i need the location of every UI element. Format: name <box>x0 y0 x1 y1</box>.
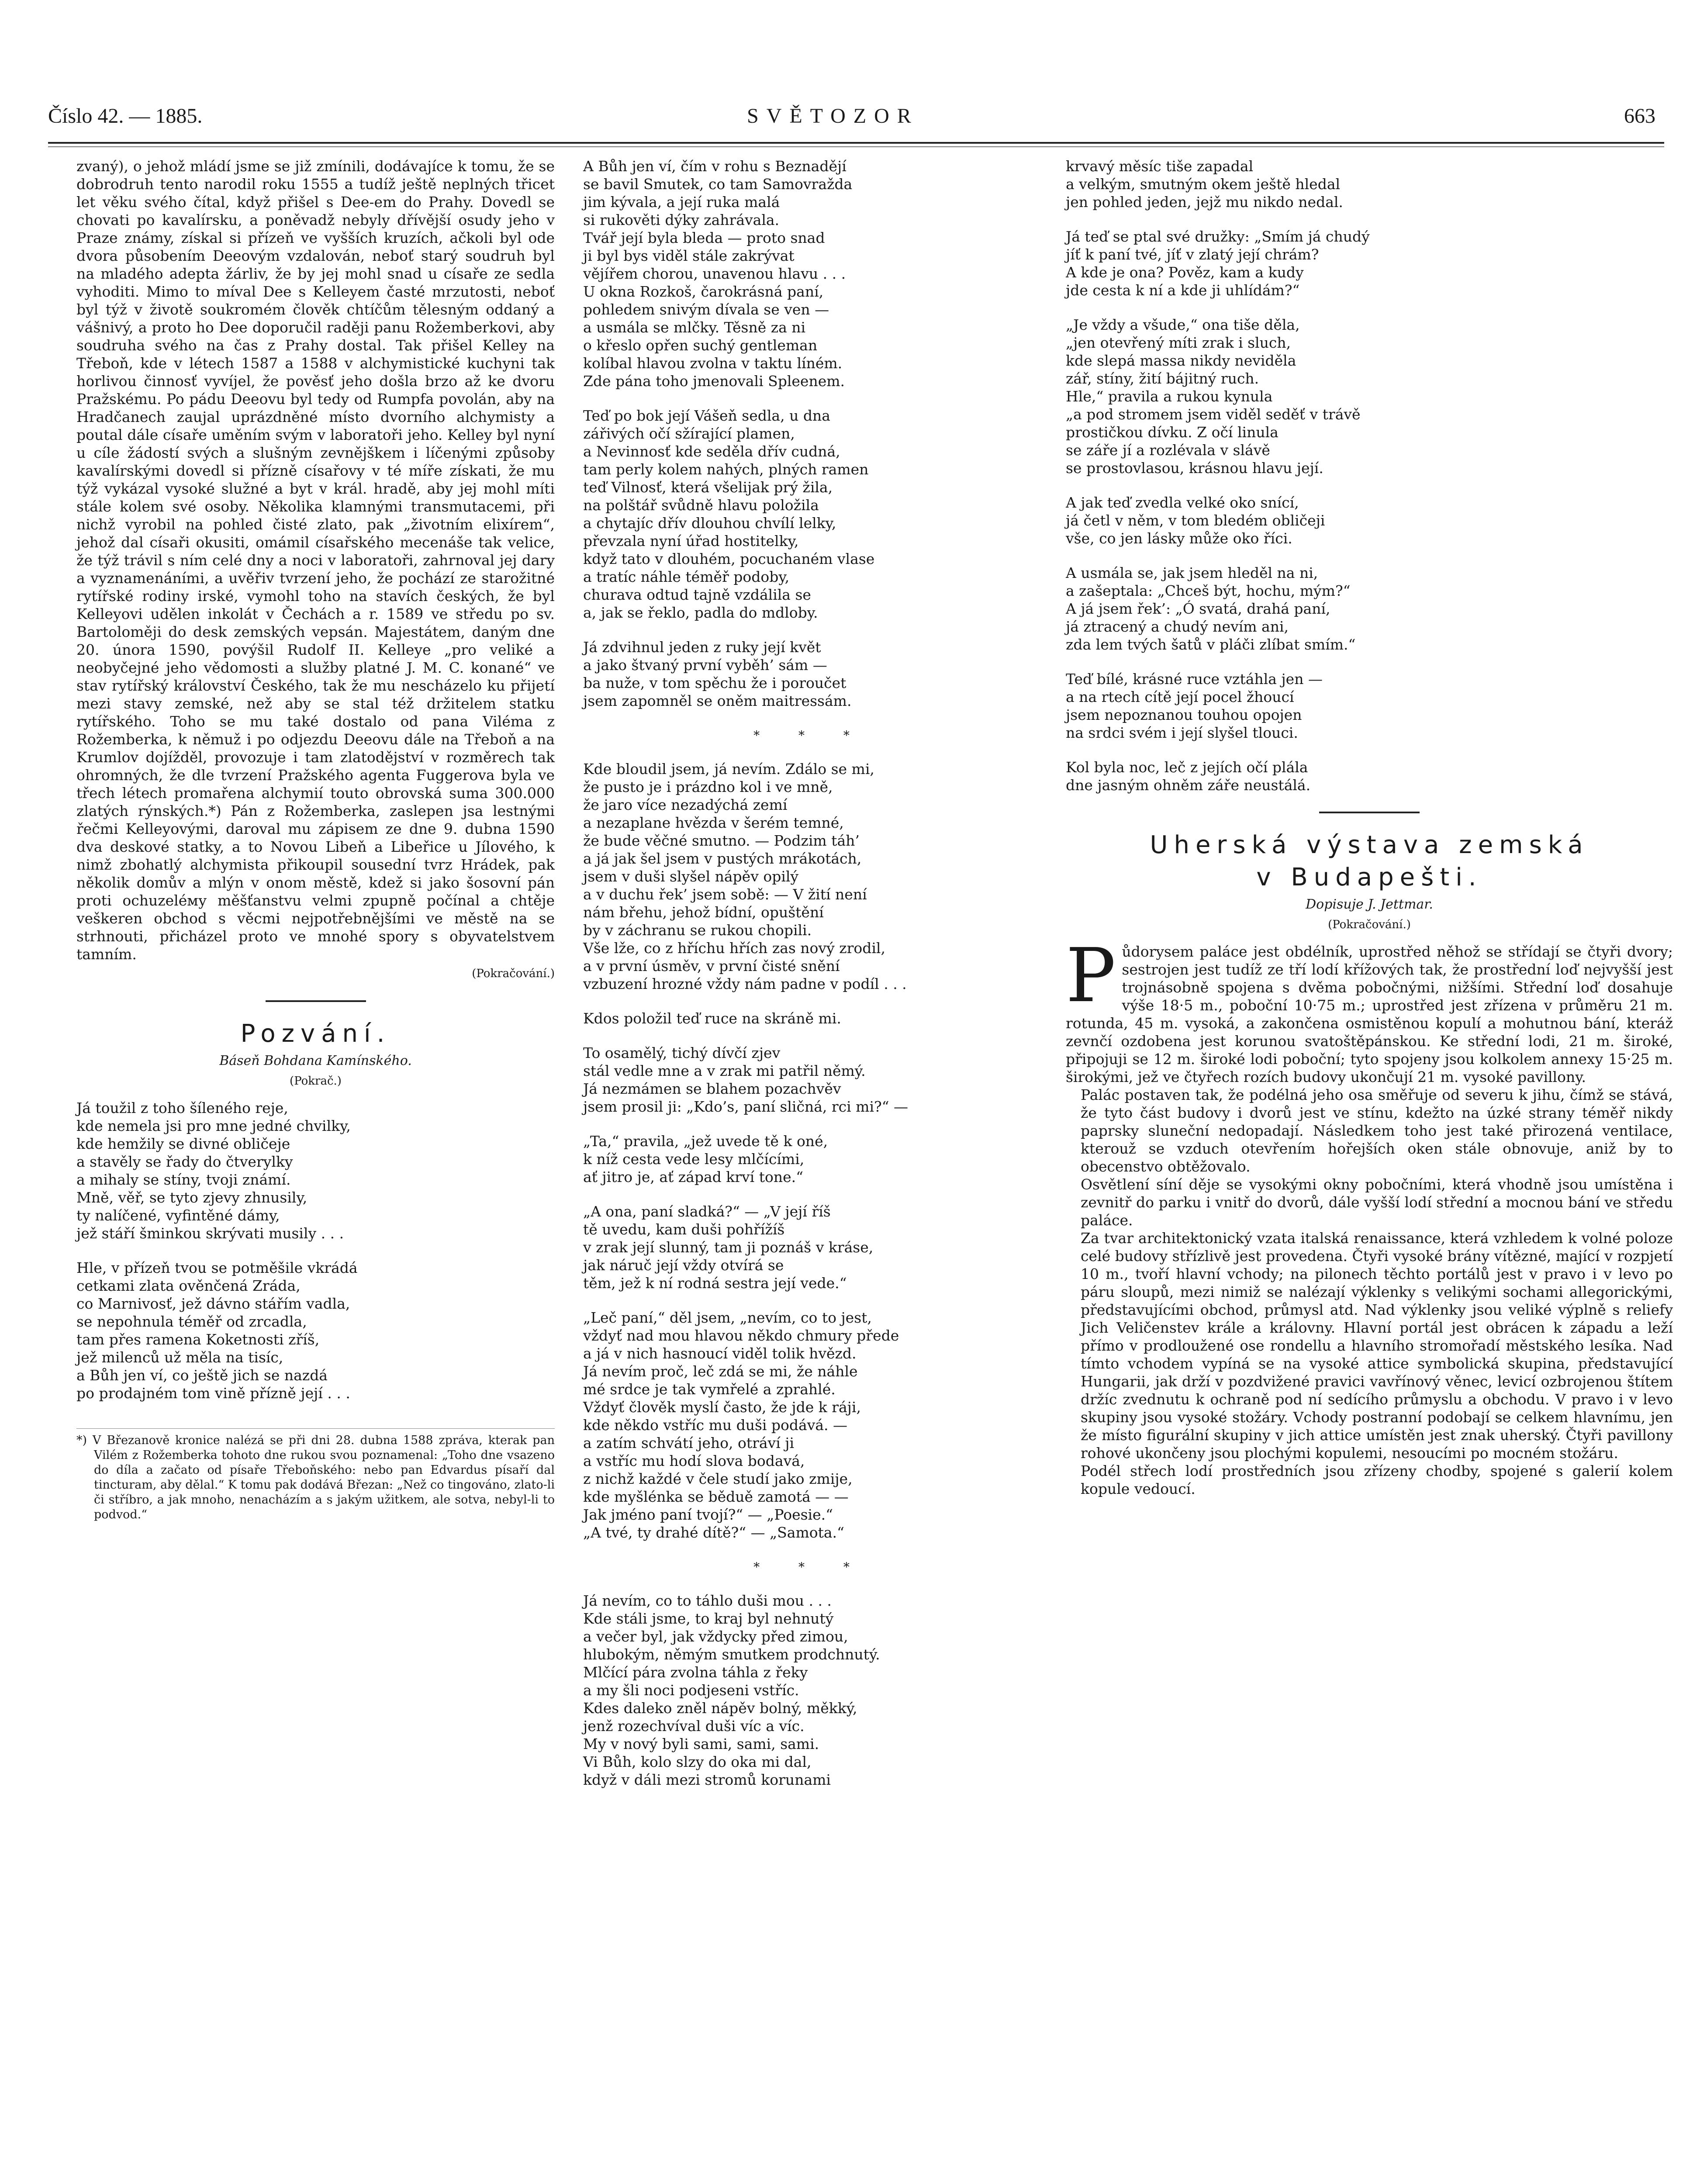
verse-line: ať jitro je, ať západ krví tone.“ <box>583 1168 803 1185</box>
verse-line: stál vedle mne a v zrak mi patřil němý. <box>583 1062 866 1079</box>
stanza <box>1066 316 1673 477</box>
verse-line: Mlčící pára zvolna táhla z řeky <box>583 1664 808 1681</box>
verse-line: dne jasným ohněm záře neustálá. <box>1066 777 1311 794</box>
verse-line: zář, stíny, žití bájitný ruch. <box>1066 370 1259 387</box>
stanza <box>583 1132 1037 1186</box>
verse-line: Já zdvihnul jeden z ruky její květ <box>583 639 821 656</box>
verse-line: o křeslo opřen suchý gentleman <box>583 337 818 354</box>
footnote-text: *) V Březanově kronice nalézá se při dni 28. dubna 1588 zpráva, kterak pan Vilém z Rožemberka tohoto dne rukou svou poznamenal: „Toho dne vsazeno do díla a začato od písaře Třeboňského: nebo pan Edvardus písaří dal tincturam, aby dělal.“ K tomu pak dodává Březan: „Než co tingováno, zlato-li či stříbro, a jak mnoho, nenacházím a s jakým užitkem, ale sotva, nebyl-li to podvod.“ <box>76 1434 555 1521</box>
verse-line: si rukověti dýky zahrávala. <box>583 211 780 228</box>
column-right <box>1066 157 1673 1498</box>
verse-line: jen pohled jeden, jejž mu nikdo nedal. <box>1066 194 1343 211</box>
verse-line: A já jsem řek’: „Ó svatá, drahá paní, <box>1066 600 1330 617</box>
verse-line: cetkami zlata ověnčená Zráda, <box>76 1277 301 1294</box>
section-divider <box>1319 812 1420 813</box>
verse-line: „Leč paní,“ děl jsem, „nevím, co to jest, <box>583 1309 872 1326</box>
section-divider <box>266 1000 366 1002</box>
verse-line: mé srdce je tak vymřelé a zprahlé. <box>583 1381 836 1398</box>
verse-line: krvavý měsíc tiše zapadal <box>1066 158 1254 175</box>
verse-line: A usmála se, jak jsem hleděl na ni, <box>1066 564 1318 581</box>
verse-line: jde cesta k ní a kde ji uhlídám?“ <box>1066 282 1300 299</box>
article-byline: Dopisuje J. Jettmar. <box>1306 897 1433 912</box>
verse-line: „Ta,“ pravila, „jež uvede tě k oné, <box>583 1133 828 1150</box>
verse-line: jak náruč její vždy otvírá se <box>583 1257 784 1274</box>
verse-line: My v nový byli sami, sami, sami. <box>583 1735 819 1752</box>
kelley-article-text: zvaný), o jehož mládí jsme se již zmínili, dodávajíce k tomu, že se dobrodruh tento narodil roku 1555 a tudíž ještě neplných třicet let věku svého čítal, když přišel s Dee-em do Prahy. Dovedl se chovati po kavalírsku, a poněvadž nebyly dřívější osudy jeho v Praze známy, získal si přízeň ve vyšších kruzích, ačkoli byl ode dvora působením Deeovým vzdalován, neboť starý soudruh byl na mladého adepta žárliv, že by jej mohl snad u císaře ze sedla vyhoditi. Mimo to míval Dee s Kelleyem časté mrzutosti, neboť byl týž v životě soukromém člověk chtíčům tělesným oddaný a vášnivý, a proto ho Dee doporučil raději panu Rožemberkovi, aby soudruha svého na čas z Prahy dostal. Tak přišel Kelley na Třeboň, kde v létech 1587 a 1588 v alchymistické kuchyni tak horlivou činnosť vyvíjel, že pověsť jeho došla brzo až ke dvoru Pražskému. Po pádu Deeovu byl tedy od Rumpfa povolán, aby na Hradčanech zaujal uprázdněné místo dvorního alchymisty a poutal dále císaře uměním svým v laboratoři jeho. Kelley byl nyní u cíle žádostí svých a slušným zevnějškem i líčenými způsoby kavalírskými dovedl si přízně císařovy v té míře získati, že mu týž vykázal vysoké služné a byt v král. hradě, aby jej mohl míti stále kolem své osoby. Několika klamnými transmutacemi, při nichž vyrobil na pohled čisté zlato, pak „životním elixírem“, jehož dal císaři okusiti, omámil císařského mecenáše tak velice, že týž trávil s ním celé dny a noci v laboratoři, zahrnoval jej dary a vyznamenáními, a uvěřiv tvrzení jeho, že pochází ze starožitné rytířské rodiny irské, vymohl toho na stavích českých, že byl Kelleyovi udělen inkolát v Čechách a r. 1589 ve středu po sv. Bartoloměji do desk zemských vepsán. Majestátem, daným dne 20. února 1590, povýšil Rudolf II. Kelleye „pro veliké a neobyčejné jeho vědomosti a služby platné J. M. C. konané“ ve stav rytířský království Českého, tak že mu nescházelo ku přijetí mezi stavy zemské, než aby se stal též držitelem statku rytířského. Toho se mu také dostalo od pana Viléma z Rožemberka, k němuž i po odjezdu Deeovu dále na Třeboň a na Krumlov dojížděl, provozuje i tam zlatodějství v rozměrech tak ohromných, že dle tvrzení Pražského agenta Fuggerova byla ve třech létech promařena alchymií touto obrovská suma 300.000 zlatých rýnských.*) Pán z Rožemberka, zaslepen jsa lestnými řečmi Kelleyovými, daroval mu zápisem ze dne 9. dubna 1590 dva deskové statky, a to Novou Libeň a Libeřice u Jílového, k nimž zbohatlý alchymista přikoupil sousední tvrz Hrádek, pak několik domův a mlýn v onom městě, kdež si jako šosovní pán proti ochuzeléму měšťanstvu velmi zpupně počínal a chtěje veškeren obchod s věcmi nejpotřebnějšími ve městě na se strhnouti, přicházel proto ve mnohé spory s obyvatelstvem tamním. <box>76 158 555 963</box>
verse-line: se bavil Smutek, co tam Samovražda <box>583 176 853 193</box>
header-rule <box>48 142 1664 147</box>
verse-line: jsem prosil ji: „Kdo’s, paní sličná, rci mi?“ — <box>583 1098 909 1115</box>
verse-line: v zrak její slunný, tam ji poznáš v kráse, <box>583 1239 874 1256</box>
stanza <box>583 1203 1037 1292</box>
stanza <box>583 1044 1037 1116</box>
verse-line: kde někdo vstříc mu duši podává. — <box>583 1417 848 1434</box>
verse-line: těm, jež k ní rodná sestra její vede.“ <box>583 1275 847 1292</box>
verse-line: Já nezmámen se blahem pozachvěv <box>583 1080 841 1097</box>
verse-line: já četl v něm, v tom bledém obličeji <box>1066 512 1325 529</box>
verse-line: zářivých očí sžírající plamen, <box>583 425 795 442</box>
verse-line: a jako štvaný první vyběh’ sám — <box>583 657 827 674</box>
verse-line: když tato v dlouhém, pocuchaném vlase <box>583 550 875 567</box>
verse-line: a já v nich hasnoucí viděl tolik hvězd. <box>583 1345 857 1362</box>
verse-line: co Marnivosť, jež dávno stářím vadla, <box>76 1295 350 1312</box>
poem-continued: (Pokrač.) <box>290 1075 342 1088</box>
verse-line: „a pod stromem jsem viděl seděť v trávě <box>1066 406 1361 423</box>
verse-line: kde nemela jsi pro mne jedné chvilky, <box>76 1117 351 1134</box>
verse-line: jenž rozechvíval duši víc a víc. <box>583 1717 805 1735</box>
verse-line: a v první úsměv, v první čisté snění <box>583 957 840 975</box>
article-subtitle: v Budapešti. <box>1256 863 1482 892</box>
article-paragraph: Půdorysem paláce jest obdélník, uprostřed něhož se střídají se čtyři dvory; sestrojen jest tudíž ze tří lodí křížových tak, že prostřední loď nejvyšší jest trojnásobně spojena s dvěma pobočnými, nižšími. Střední loď dosahuje výše 18·5 m., poboční 10·75 m.; uprostřed jest zřízena v průměru 21 m. rotunda, 45 m. vysoká, a zakončena osmistěnou kopulí a mohutnou bání, kteráž zevnčí ozdobena jest korunou svatoštěpánskou. Ke střední lodi, 21 m. široké, připojuji se 12 m. široké lodi poboční; tyto spojeny jsou kolkolem annexy 15·25 m. širokými, jež ve čtyřech rozích budovy ukončují 21 m. vysoké pavillony. <box>1066 933 1673 1085</box>
stanza <box>1066 758 1673 794</box>
verse-line: „A ona, paní sladká?“ — „V její říš <box>583 1203 831 1220</box>
verse-line: kolíbal hlavou zvolna v taktu líném. <box>583 355 843 372</box>
verse-line: „Je vždy a všude,“ ona tiše děla, <box>1066 316 1300 333</box>
stanza <box>76 1099 555 1242</box>
verse-line: že bude věčné smutno. — Podzim táh’ <box>583 832 860 849</box>
verse-line: a tratíc náhle téměř podoby, <box>583 568 790 585</box>
verse-line: Já nevím, co to táhlo duši mou . . . <box>583 1592 832 1609</box>
verse-line: Hle, v přízeň tvou se potměšile vkrádá <box>76 1259 358 1276</box>
journal-title: SVĚTOZOR <box>747 104 919 128</box>
verse-line: a chytajíc dřív dlouhou chvílí lelky, <box>583 515 836 532</box>
verse-line: Kdos položil teď ruce na skráně mi. <box>583 1010 841 1027</box>
verse-line: že jaro více nezadýchá zemí <box>583 796 788 813</box>
verse-line: ji byl bys viděl stále zakrývat <box>583 247 795 264</box>
verse-line: A Bůh jen ví, čím v rohu s Beznadějí <box>583 158 847 175</box>
verse-line: zda lem tvých šatů v pláči zlíbat smím.“ <box>1066 636 1356 653</box>
verse-line: „jen otevřený míti zrak i sluch, <box>1066 334 1291 351</box>
verse-line: jsem zapomněl se oněm maitressám. <box>583 692 852 709</box>
asterism: * * * <box>753 1560 867 1574</box>
verse-line: jsem nepoznanou touhou opojen <box>1066 706 1302 723</box>
issue-number: Číslo 42. — 1885. <box>48 104 203 128</box>
stanza <box>583 157 1037 390</box>
stanza <box>583 1592 1037 1789</box>
verse-line: jež stáří šminkou skrývati musily . . . <box>76 1225 344 1242</box>
asterism: * * * <box>753 728 867 743</box>
verse-line: nám břehu, jehož bídní, opuštění <box>583 904 824 921</box>
stanza <box>583 638 1037 710</box>
verse-line: z nichž každé v čele studí jako zmije, <box>583 1470 853 1487</box>
verse-line: „A tvé, ty drahé dítě?“ — „Samota.“ <box>583 1524 844 1541</box>
stanza <box>583 407 1037 622</box>
verse-line: U okna Rozkoš, čarokrásná paní, <box>583 283 824 300</box>
article-paragraph: Osvětlení síní děje se vysokými okny pobočními, která vhodně jsou umístěna i zevnitř do parku i vnitř do dvorů, dále vyšší lodí střední a mocnou bání ve středu paláce. <box>1081 1176 1673 1229</box>
verse-line: Kol byla noc, leč z jejích očí plála <box>1066 759 1308 776</box>
verse-line: a na rtech cítě její pocel žhoucí <box>1066 688 1294 705</box>
verse-line: a mihaly se stíny, tvoji známí. <box>76 1171 291 1188</box>
verse-line: Teď po bok její Vášeň sedla, u dna <box>583 407 830 424</box>
verse-line: Já toužil z toho šíleného reje, <box>76 1099 288 1116</box>
verse-line: Mně, věř, se tyto zjevy zhnusily, <box>76 1189 308 1206</box>
verse-line: a zašeptala: „Chceš být, hochu, mým?“ <box>1066 582 1351 599</box>
verse-line: churava odtud tajně vzdálila se <box>583 586 811 603</box>
page-number: 663 <box>1624 104 1655 128</box>
verse-line: jíť k paní tvé, jíť v zlatý její chrám? <box>1066 246 1319 263</box>
verse-line: tam perly kolem nahých, plných ramen <box>583 461 869 478</box>
article-paragraph: Palác postaven tak, že podélná jeho osa směřuje od severu k jihu, čímž se stává, že tyto část budovy i dvorů jest ve stínu, kdežto na úzké strany téměř nikdy paprsky sluneční nedopadají. Následkem toho jest také přirozená ventilace, kterouž se vzduch otevřením hořejších oken stále obnovuje, aniž by to obecenstvo obtěžovalo. <box>1081 1086 1673 1175</box>
verse-line: se záře jí a rozlévala v slávě <box>1066 442 1270 459</box>
verse-line: a usmála se mlčky. Těsně za ni <box>583 319 806 336</box>
verse-line: Kde stáli jsme, to kraj byl nehnutý <box>583 1610 834 1627</box>
article-continued: (Pokračování.) <box>1328 918 1411 931</box>
verse-line: a Nevinnosť kde seděla dřív cudná, <box>583 443 840 460</box>
verse-line: a stavěly se řady do čtverylky <box>76 1153 293 1170</box>
verse-line: Jak jméno paní tvojí?“ — „Poesie.“ <box>583 1506 833 1523</box>
verse-line: k níž cesta vede lesy mlčícími, <box>583 1151 805 1168</box>
verse-line: Zde pána toho jmenovali Spleenem. <box>583 373 845 390</box>
verse-line: by v záchranu se rukou chopili. <box>583 922 812 939</box>
article-paragraph: Za tvar architektonický vzata italská renaissance, která vzhledem k volné poloze celé budovy střízlivě jest provedena. Čtyři vysoké brány vítězné, mající v rozpjetí 10 m., tvoří hlavní vchody; na pilonech těchto portálů jest v pravo i v levo po páru sloupů, mezi nimiž se nalézají výklenky s velikými sochami allegorickými, představujícími obchod, průmysl atd. Nad výklenky jsou veliké výplně s reliefy Jich Veličenstev krále a královny. Hlavní portál jest obrácen k západu a leží přímo v prodloužené ose rondellu a hlavního stromořadí městského lesíka. Nad tímto vchodem vypíná se na vysoké attice symbolická skupina, představující Hungarii, jak drží v pozdvižené pravici vavřínový věnec, levicí ozbrojenou štítem držíc zvednutu k ochraně pod ní sedícího průmyslu a obchodu. V pravo i v levo skupiny jsou vysoké stožáry. Vchody postranní podobají se celkem hlavnímu, jen že místo figurální skupiny v jich attice umístěn jest znak uherský. Čtyři pavillony rohové ukončeny jsou plochými kopulemi, nesoucími po mocném stožáru. <box>1081 1230 1673 1462</box>
verse-line: A kde je ona? Pověz, kam a kudy <box>1066 264 1304 281</box>
verse-line: Kdes daleko zněl nápěv bolný, měkký, <box>583 1700 857 1717</box>
poem-stanzas-3 <box>1066 157 1673 794</box>
verse-line: a my šli noci podjeseni vstříc. <box>583 1682 799 1699</box>
verse-line: Vi Bůh, kolo slzy do oka mi dal, <box>583 1753 812 1770</box>
verse-line: To osamělý, tichý dívčí zjev <box>583 1044 781 1061</box>
verse-line: Já teď se ptal své družky: „Smím já chudý <box>1066 228 1370 245</box>
stanza <box>1066 228 1673 299</box>
article-title: Uherská výstava zemská <box>1150 831 1589 859</box>
verse-line: a vstříc mu hodí slova bodavá, <box>583 1452 805 1469</box>
verse-line: teď Vilnosť, která všelijak prý žila, <box>583 479 833 496</box>
poem-stanzas-1 <box>76 1099 555 1402</box>
verse-line: já ztracený a chudý nevím ani, <box>1066 618 1289 635</box>
verse-line: a večer byl, jak vždycky před zimou, <box>583 1628 848 1645</box>
verse-line: na polštář svůdně hlavu položila <box>583 497 819 514</box>
verse-line: vždyť nad mou hlavou někdo chmury přede <box>583 1327 899 1344</box>
verse-line: ty nalíčené, vyfintěné dámy, <box>76 1207 280 1224</box>
verse-line: ba nuže, v tom spěchu že i poroučet <box>583 674 847 691</box>
footnote <box>76 1428 555 1522</box>
verse-line: jež milenců už měla na tisíc, <box>76 1349 283 1366</box>
poem-title: Pozvání. <box>240 1019 391 1048</box>
verse-line: a Bůh jen ví, co ještě jich se nazdá <box>76 1367 328 1384</box>
verse-line: převzala nyní úřad hostitelky, <box>583 532 799 549</box>
verse-line: a já jak šel jsem v pustých mrákotách, <box>583 850 862 867</box>
verse-line: pohledem snivým dívala se ven — <box>583 301 829 318</box>
verse-line: Vše lže, co z hříchu hřích zas nový zrodil, <box>583 940 885 957</box>
verse-line: Tvář její byla bleda — proto snad <box>583 229 825 246</box>
verse-line: na srdci svém i její slyšel tlouci. <box>1066 724 1298 741</box>
verse-line: Já nevím proč, leč zdá se mi, že náhle <box>583 1363 858 1380</box>
stanza <box>1066 564 1673 653</box>
stanza <box>583 1309 1037 1541</box>
verse-line: tam přes ramena Koketnosti zříš, <box>76 1331 320 1348</box>
stanza <box>76 1259 555 1402</box>
verse-line: prostičkou dívku. Z očí linula <box>1066 424 1279 441</box>
verse-line: a, jak se řeklo, padla do mdloby. <box>583 604 818 621</box>
verse-line: po prodajném tom vině přízně její . . . <box>76 1385 350 1402</box>
stanza <box>1066 494 1673 547</box>
stanza <box>1066 670 1673 742</box>
verse-line: kde myšlénka se běduě zamotá — — <box>583 1488 849 1505</box>
verse-line: vzbuzení hrozné vždy nám padne v podíl . . . <box>583 975 907 992</box>
verse-line: kde slepá massa nikdy neviděla <box>1066 352 1296 369</box>
poem-byline: Báseň Bohdana Kamínského. <box>219 1053 412 1068</box>
verse-line: A jak teď zvedla velké oko snící, <box>1066 494 1299 511</box>
verse-line: jsem v duši slyšel nápěv opilý <box>583 868 799 885</box>
verse-line: se nepohnula téměř od zrcadla, <box>76 1313 307 1330</box>
drop-cap: P <box>1066 933 1116 1019</box>
verse-line: a zatím schvátí jeho, otráví ji <box>583 1434 795 1451</box>
verse-line: Kde bloudil jsem, já nevím. Zdálo se mi, <box>583 760 874 778</box>
verse-line: a nezaplane hvězda v šerém temné, <box>583 814 844 831</box>
verse-line: když v dáli mezi stromů korunami <box>583 1771 831 1788</box>
stanza <box>583 760 1037 993</box>
verse-line: a velkým, smutným okem ještě hledal <box>1066 176 1341 193</box>
article-paragraph: Podél střech lodí prostředních jsou zřízeny chodby, spojené s galerií kolem kopule vedoucí. <box>1081 1462 1673 1497</box>
stanza <box>583 1009 1037 1027</box>
verse-line: se prostovlasou, krásnou hlavu její. <box>1066 460 1323 477</box>
verse-line: vše, co jen lásky může oko říci. <box>1066 530 1292 547</box>
article-body <box>1066 933 1673 1498</box>
verse-line: hlubokým, němým smutkem prodchnutý. <box>583 1646 880 1663</box>
verse-line: a v duchu řek’ jsem sobě: — V žití není <box>583 886 867 903</box>
stanza <box>1066 157 1673 211</box>
verse-line: kde hemžily se divné obličeje <box>76 1135 290 1152</box>
verse-line: tě uvedu, kam duši pohřížíš <box>583 1221 785 1238</box>
poem-stanzas-2 <box>583 157 1037 1789</box>
verse-line: vějířem chorou, unavenou hlavu . . . <box>583 265 846 282</box>
verse-line: Teď bílé, krásné ruce vztáhla jen — <box>1066 670 1323 688</box>
verse-line: Vždyť člověk myslí často, že jde k ráji, <box>583 1399 861 1416</box>
verse-line: Hle,“ pravila a rukou kynula <box>1066 388 1273 405</box>
page-header <box>48 104 1673 143</box>
continued-note: (Pokračování.) <box>472 967 555 980</box>
verse-line: jim kývala, a její ruka malá <box>583 194 780 211</box>
column-left <box>76 157 555 1522</box>
column-middle <box>583 157 1037 1805</box>
verse-line: že pusto je i prázdno kol i ve mně, <box>583 778 833 795</box>
